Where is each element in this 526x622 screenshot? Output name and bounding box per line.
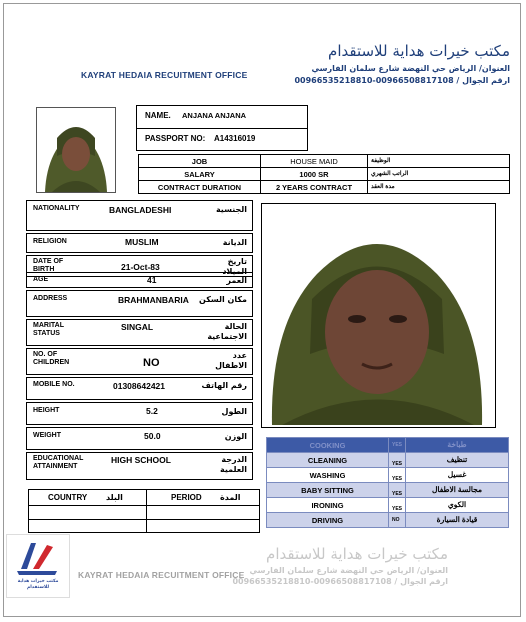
footer-company-ar: مكتب خيرات هداية للاستقدام (266, 545, 448, 563)
salary-label: SALARY (139, 168, 261, 181)
skill-label-ar: طباخة (406, 438, 509, 453)
detail-value: MUSLIM (125, 237, 159, 247)
cv-page (3, 3, 521, 617)
profile-photo-small (36, 107, 116, 193)
experience-country-header-ar: البلد (106, 493, 123, 502)
detail-label: ADDRESS (33, 295, 68, 302)
skills-table (266, 437, 509, 528)
detail-row-age (26, 272, 253, 288)
identity-box (136, 105, 308, 151)
skill-label: WASHING (267, 468, 389, 483)
contract-row (139, 181, 510, 194)
skill-row-cleaning (267, 453, 509, 468)
footer-block (68, 541, 518, 591)
detail-row-education (26, 452, 253, 480)
detail-label: MARITAL STATUS (33, 322, 64, 337)
salary-label-ar: الراتب الشهري (368, 168, 510, 181)
experience-period-header-ar: المدة (220, 493, 241, 502)
detail-label: AGE (33, 276, 49, 283)
detail-row-height (26, 402, 253, 425)
experience-period-header: PERIOD (171, 493, 202, 502)
detail-value: SINGAL (121, 322, 154, 332)
name-value: ANJANA ANJANA (182, 111, 247, 120)
detail-label-ar: الوزن (224, 432, 247, 441)
detail-value: NO (143, 357, 160, 369)
detail-value: 41 (147, 275, 157, 285)
detail-value: BANGLADESHI (109, 205, 172, 215)
footer-phones: 00966535218810-00966508817108 / ارقم الجوال (232, 577, 448, 586)
header-company-en: KAYRAT HEDAIA RECUITMENT OFFICE (81, 70, 248, 80)
passport-value: A14316019 (214, 134, 256, 143)
detail-label: MOBILE NO. (33, 381, 75, 388)
detail-label: HEIGHT (33, 407, 60, 414)
contract-value: 2 YEARS CONTRACT (261, 181, 368, 194)
skill-label: BABY SITTING (267, 483, 389, 498)
skill-row-washing (267, 468, 509, 483)
detail-row-address (26, 290, 253, 317)
detail-label: WEIGHT (33, 432, 61, 439)
detail-label: EDUCATIONAL ATTAINMENT (33, 455, 84, 470)
detail-row-weight (26, 427, 253, 450)
skill-answer: YES (389, 438, 406, 453)
detail-value: 50.0 (144, 431, 161, 441)
name-label: NAME. (145, 111, 171, 120)
detail-value: 01308642421 (113, 381, 166, 391)
salary-row (139, 168, 510, 181)
header-address-ar: العنوان/ الرياض حي النهضة شارع سلمان الفارسي (311, 64, 510, 73)
skill-answer: YES (389, 498, 406, 513)
job-value: HOUSE MAID (261, 155, 368, 168)
salary-value: 1000 SR (261, 168, 368, 181)
skill-answer: YES (389, 453, 406, 468)
skill-row-ironing (267, 498, 509, 513)
logo-caption: مكتب خيرات هداية للاستقدام (17, 579, 59, 590)
skill-label-ar: مجالسة الاطفال (406, 483, 509, 498)
job-label-ar: الوظيفة (368, 155, 510, 168)
skill-answer: YES (389, 468, 406, 483)
skill-answer: YES (389, 483, 406, 498)
detail-value: HIGH SCHOOL (111, 455, 171, 465)
detail-label-ar: الطول (221, 407, 247, 416)
detail-label-ar: الحالة الاجتماعية (207, 322, 247, 341)
skill-row-cooking (267, 438, 509, 453)
detail-row-children (26, 348, 253, 375)
detail-label: NO. OF CHILDREN (33, 351, 70, 366)
skill-label: CLEANING (267, 453, 389, 468)
skill-label: IRONING (267, 498, 389, 513)
header-phones: 00966535218810-00966508817108 / ارقم الجوال (294, 76, 510, 85)
detail-label-ar: عدد الاطفال (215, 351, 247, 370)
job-label: JOB (139, 155, 261, 168)
skill-row-baby-sitting (267, 483, 509, 498)
detail-label-ar: الديانة (222, 238, 247, 247)
skill-label-ar: غسيل (406, 468, 509, 483)
skill-label-ar: تنظيف (406, 453, 509, 468)
detail-label-ar: الجنسية (215, 205, 247, 214)
detail-label-ar: رقم الهاتف (201, 381, 247, 390)
detail-row-nationality (26, 200, 253, 231)
company-logo (6, 534, 70, 598)
detail-value: 5.2 (146, 406, 158, 416)
contract-label-ar: مدة العقد (368, 181, 510, 194)
detail-label: DATE OF BIRTH (33, 258, 64, 273)
detail-label-ar: تاريخ الميلاد (222, 257, 247, 276)
detail-value: 21-Oct-83 (121, 262, 160, 272)
detail-row-religion (26, 233, 253, 253)
contract-label: CONTRACT DURATION (139, 181, 261, 194)
detail-row-mobile (26, 377, 253, 400)
detail-label: NATIONALITY (33, 205, 80, 212)
job-row (139, 155, 510, 168)
header-company-ar: مكتب خيرات هداية للاستقدام (328, 42, 510, 60)
skill-label-ar: الكوي (406, 498, 509, 513)
skill-answer: NO (389, 513, 406, 528)
detail-label-ar: مكان السكن (199, 295, 247, 304)
footer-address-ar: العنوان/ الرياض حي النهضة شارع سلمان الفارسي (249, 566, 448, 575)
detail-row-marital (26, 319, 253, 346)
skill-label: DRIVING (267, 513, 389, 528)
detail-label-ar: الدرجة العلمية (219, 455, 247, 474)
skill-row-driving (267, 513, 509, 528)
logo-mark-icon (7, 535, 69, 579)
skill-label: COOKING (267, 438, 389, 453)
job-table (138, 154, 510, 194)
profile-photo-large (261, 203, 496, 428)
experience-table (28, 489, 260, 533)
passport-label: PASSPORT NO: (145, 134, 206, 143)
detail-label-ar: العمر (226, 276, 247, 285)
skill-label-ar: قيادة السيارة (406, 513, 509, 528)
detail-value: BRAHMANBARIA (118, 295, 189, 305)
experience-country-header: COUNTRY (48, 493, 88, 502)
detail-label: RELIGION (33, 238, 67, 245)
footer-company-en: KAYRAT HEDAIA RECUITMENT OFFICE (78, 570, 245, 580)
